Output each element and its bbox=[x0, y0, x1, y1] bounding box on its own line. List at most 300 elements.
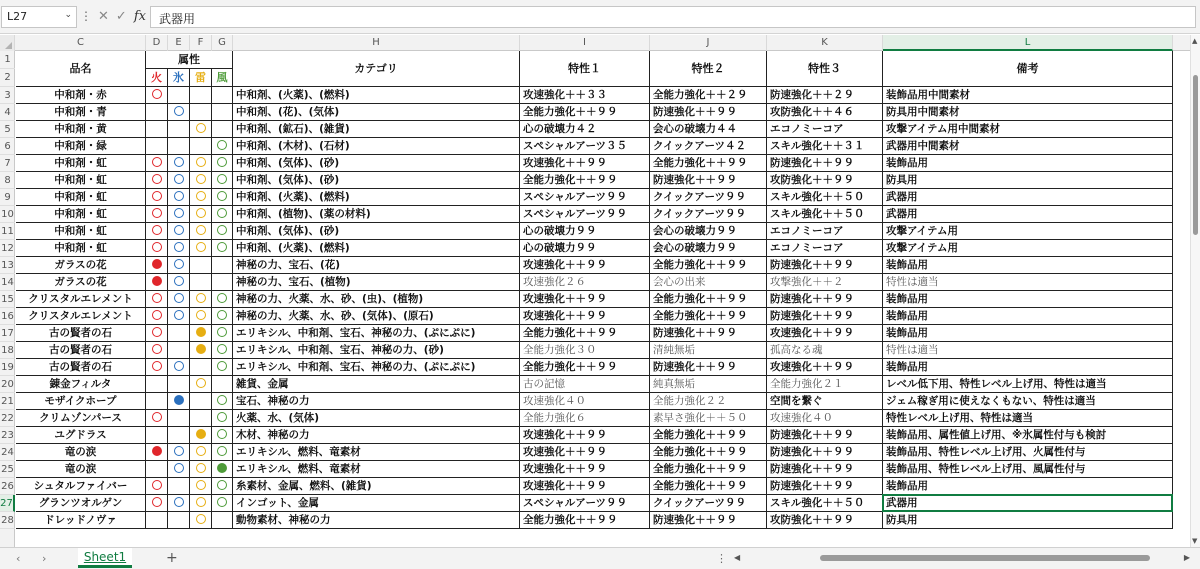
attr-ice-cell[interactable] bbox=[168, 308, 190, 325]
trait2-cell[interactable]: 防速強化＋＋９９ bbox=[650, 172, 767, 189]
category-cell[interactable]: 中和剤、(火薬)、(燃料) bbox=[233, 87, 520, 104]
attr-thunder-cell[interactable] bbox=[190, 206, 212, 223]
trait3-cell[interactable]: 孤高なる魂 bbox=[767, 342, 883, 359]
row-header-11[interactable]: 11 bbox=[0, 223, 15, 240]
column-header-l[interactable]: L bbox=[883, 35, 1173, 51]
trait3-cell[interactable]: 防速強化＋＋９９ bbox=[767, 308, 883, 325]
header-category[interactable]: カテゴリ bbox=[233, 51, 520, 87]
attr-fire-cell[interactable] bbox=[146, 87, 168, 104]
item-name[interactable]: 竜の涙 bbox=[16, 444, 146, 461]
attr-ice-cell[interactable] bbox=[168, 393, 190, 410]
note-cell[interactable]: 装飾品用 bbox=[883, 291, 1173, 308]
attr-thunder-cell[interactable] bbox=[190, 240, 212, 257]
note-cell[interactable]: ジェム稼ぎ用に使えなくもない、特性は適当 bbox=[883, 393, 1173, 410]
row-header-20[interactable]: 20 bbox=[0, 376, 15, 393]
item-name[interactable]: グランツオルゲン bbox=[16, 495, 146, 512]
attr-wind-cell[interactable] bbox=[212, 274, 233, 291]
row-header-7[interactable]: 7 bbox=[0, 155, 15, 172]
row-header-2[interactable]: 2 bbox=[0, 69, 15, 87]
note-cell[interactable]: 装飾品用、特性レベル上げ用、風属性付与 bbox=[883, 461, 1173, 478]
trait1-cell[interactable]: 攻速強化＋＋９９ bbox=[520, 461, 650, 478]
next-sheet-icon[interactable]: › bbox=[42, 552, 47, 565]
attr-ice-cell[interactable] bbox=[168, 410, 190, 427]
attr-fire-cell[interactable] bbox=[146, 410, 168, 427]
column-header-k[interactable]: K bbox=[767, 35, 883, 51]
attr-ice-cell[interactable] bbox=[168, 240, 190, 257]
attr-ice-cell[interactable] bbox=[168, 512, 190, 529]
note-cell[interactable]: 特性レベル上げ用、特性は適当 bbox=[883, 410, 1173, 427]
trait3-cell[interactable]: エコノミーコア bbox=[767, 121, 883, 138]
header-trait3[interactable]: 特性３ bbox=[767, 51, 883, 87]
trait1-cell[interactable]: 攻速強化＋＋９９ bbox=[520, 308, 650, 325]
row-header-10[interactable]: 10 bbox=[0, 206, 15, 223]
item-name[interactable]: クリスタルエレメント bbox=[16, 291, 146, 308]
attr-fire-cell[interactable] bbox=[146, 427, 168, 444]
note-cell[interactable]: 装飾品用 bbox=[883, 478, 1173, 495]
attr-fire-cell[interactable] bbox=[146, 461, 168, 478]
row-header-14[interactable]: 14 bbox=[0, 274, 15, 291]
attr-fire-cell[interactable] bbox=[146, 444, 168, 461]
trait1-cell[interactable]: 攻速強化４０ bbox=[520, 393, 650, 410]
category-cell[interactable]: 中和剤、(気体)、(砂) bbox=[233, 172, 520, 189]
category-cell[interactable]: 神秘の力、宝石、(花) bbox=[233, 257, 520, 274]
item-name[interactable]: 中和剤・黄 bbox=[16, 121, 146, 138]
attr-fire-cell[interactable] bbox=[146, 104, 168, 121]
trait2-cell[interactable]: 全能力強化＋＋９９ bbox=[650, 291, 767, 308]
attr-thunder-cell[interactable] bbox=[190, 410, 212, 427]
trait1-cell[interactable]: 攻速強化＋＋３３ bbox=[520, 87, 650, 104]
trait3-cell[interactable]: 防速強化＋＋９９ bbox=[767, 155, 883, 172]
attr-wind-cell[interactable] bbox=[212, 393, 233, 410]
attr-fire-cell[interactable] bbox=[146, 393, 168, 410]
attr-fire-cell[interactable] bbox=[146, 138, 168, 155]
category-cell[interactable]: 糸素材、金属、燃料、(雑貨) bbox=[233, 478, 520, 495]
name-box[interactable] bbox=[1, 6, 77, 28]
trait2-cell[interactable]: 素早さ強化＋＋５０ bbox=[650, 410, 767, 427]
trait2-cell[interactable]: 会心の破壊力９９ bbox=[650, 240, 767, 257]
trait2-cell[interactable]: クイックアーツ４２ bbox=[650, 138, 767, 155]
trait3-cell[interactable]: 攻速強化４０ bbox=[767, 410, 883, 427]
trait3-cell[interactable]: 攻防強化＋＋９９ bbox=[767, 172, 883, 189]
attr-thunder-cell[interactable] bbox=[190, 325, 212, 342]
attr-thunder-cell[interactable] bbox=[190, 461, 212, 478]
horizontal-scrollbar[interactable] bbox=[732, 554, 1190, 563]
note-cell[interactable]: 装飾品用、属性値上げ用、※氷属性付与も検討 bbox=[883, 427, 1173, 444]
attr-fire-cell[interactable] bbox=[146, 257, 168, 274]
note-cell[interactable]: 装飾品用 bbox=[883, 257, 1173, 274]
attr-fire-cell[interactable] bbox=[146, 376, 168, 393]
attr-ice-cell[interactable] bbox=[168, 87, 190, 104]
item-name[interactable]: 中和剤・虹 bbox=[16, 155, 146, 172]
row-header-8[interactable]: 8 bbox=[0, 172, 15, 189]
attr-wind-cell[interactable] bbox=[212, 257, 233, 274]
trait1-cell[interactable]: 全能力強化＋＋９９ bbox=[520, 104, 650, 121]
row-header-24[interactable]: 24 bbox=[0, 444, 15, 461]
row-header-3[interactable]: 3 bbox=[0, 87, 15, 104]
attr-thunder-cell[interactable] bbox=[190, 291, 212, 308]
scroll-right-icon[interactable]: ▶ bbox=[1183, 553, 1190, 562]
header-ice[interactable]: 氷 bbox=[168, 69, 190, 87]
category-cell[interactable]: 中和剤、(気体)、(砂) bbox=[233, 223, 520, 240]
attr-wind-cell[interactable] bbox=[212, 138, 233, 155]
header-note[interactable]: 備考 bbox=[883, 51, 1173, 87]
attr-ice-cell[interactable] bbox=[168, 427, 190, 444]
trait3-cell[interactable]: エコノミーコア bbox=[767, 223, 883, 240]
column-header-i[interactable]: I bbox=[520, 35, 650, 51]
trait3-cell[interactable]: 防速強化＋＋９９ bbox=[767, 444, 883, 461]
attr-thunder-cell[interactable] bbox=[190, 393, 212, 410]
attr-ice-cell[interactable] bbox=[168, 325, 190, 342]
prev-sheet-icon[interactable]: ‹ bbox=[16, 552, 21, 565]
trait3-cell[interactable]: 攻防強化＋＋４６ bbox=[767, 104, 883, 121]
attr-fire-cell[interactable] bbox=[146, 325, 168, 342]
attr-thunder-cell[interactable] bbox=[190, 342, 212, 359]
chevron-down-icon[interactable]: ⌄ bbox=[64, 10, 72, 20]
cell-area[interactable] bbox=[16, 51, 1190, 547]
category-cell[interactable]: 火薬、水、(気体) bbox=[233, 410, 520, 427]
vertical-scrollbar[interactable] bbox=[1190, 35, 1200, 547]
attr-fire-cell[interactable] bbox=[146, 359, 168, 376]
attr-wind-cell[interactable] bbox=[212, 359, 233, 376]
header-wind[interactable]: 風 bbox=[212, 69, 233, 87]
note-cell[interactable]: 装飾品用 bbox=[883, 155, 1173, 172]
attr-fire-cell[interactable] bbox=[146, 308, 168, 325]
category-cell[interactable]: 神秘の力、火薬、水、砂、(気体)、(原石) bbox=[233, 308, 520, 325]
header-thunder[interactable]: 雷 bbox=[190, 69, 212, 87]
note-cell[interactable]: 防具用 bbox=[883, 512, 1173, 529]
attr-ice-cell[interactable] bbox=[168, 291, 190, 308]
trait2-cell[interactable]: 防速強化＋＋９９ bbox=[650, 359, 767, 376]
attr-ice-cell[interactable] bbox=[168, 495, 190, 512]
trait3-cell[interactable]: 空間を繋ぐ bbox=[767, 393, 883, 410]
scroll-left-icon[interactable]: ◀ bbox=[734, 553, 741, 562]
attr-thunder-cell[interactable] bbox=[190, 512, 212, 529]
scroll-up-icon[interactable]: ▲ bbox=[1192, 37, 1198, 45]
trait3-cell[interactable]: スキル強化＋＋５０ bbox=[767, 206, 883, 223]
trait1-cell[interactable]: 全能力強化＋＋９９ bbox=[520, 359, 650, 376]
trait2-cell[interactable]: 全能力強化２２ bbox=[650, 393, 767, 410]
attr-wind-cell[interactable] bbox=[212, 155, 233, 172]
attr-thunder-cell[interactable] bbox=[190, 87, 212, 104]
attr-fire-cell[interactable] bbox=[146, 206, 168, 223]
item-name[interactable]: 中和剤・虹 bbox=[16, 189, 146, 206]
category-cell[interactable]: インゴット、金属 bbox=[233, 495, 520, 512]
row-header-18[interactable]: 18 bbox=[0, 342, 15, 359]
row-header-21[interactable]: 21 bbox=[0, 393, 15, 410]
attr-thunder-cell[interactable] bbox=[190, 257, 212, 274]
trait3-cell[interactable]: 防速強化＋＋９９ bbox=[767, 427, 883, 444]
vertical-scroll-thumb[interactable] bbox=[1193, 75, 1198, 235]
trait1-cell[interactable]: 攻速強化＋＋９９ bbox=[520, 257, 650, 274]
trait1-cell[interactable]: 全能力強化３０ bbox=[520, 342, 650, 359]
sheet-tab-sheet1[interactable]: Sheet1 bbox=[78, 548, 132, 568]
category-cell[interactable]: 宝石、神秘の力 bbox=[233, 393, 520, 410]
attr-wind-cell[interactable] bbox=[212, 291, 233, 308]
attr-fire-cell[interactable] bbox=[146, 291, 168, 308]
attr-thunder-cell[interactable] bbox=[190, 427, 212, 444]
attr-fire-cell[interactable] bbox=[146, 512, 168, 529]
item-name[interactable]: 竜の涙 bbox=[16, 461, 146, 478]
column-header-d[interactable]: D bbox=[146, 35, 168, 51]
attr-fire-cell[interactable] bbox=[146, 274, 168, 291]
attr-ice-cell[interactable] bbox=[168, 478, 190, 495]
category-cell[interactable]: 中和剤、(花)、(気体) bbox=[233, 104, 520, 121]
item-name[interactable]: モザイクホープ bbox=[16, 393, 146, 410]
trait3-cell[interactable]: 防速強化＋＋９９ bbox=[767, 291, 883, 308]
item-name[interactable]: ドレッドノヴァ bbox=[16, 512, 146, 529]
attr-wind-cell[interactable] bbox=[212, 410, 233, 427]
trait3-cell[interactable]: 防速強化＋＋２９ bbox=[767, 87, 883, 104]
category-cell[interactable]: エリキシル、中和剤、宝石、神秘の力、(ぷにぷに) bbox=[233, 359, 520, 376]
item-name[interactable]: クリスタルエレメント bbox=[16, 308, 146, 325]
attr-fire-cell[interactable] bbox=[146, 478, 168, 495]
trait1-cell[interactable]: 全能力強化＋＋９９ bbox=[520, 172, 650, 189]
attr-ice-cell[interactable] bbox=[168, 359, 190, 376]
column-header-j[interactable]: J bbox=[650, 35, 767, 51]
formula-input[interactable]: 武器用 bbox=[150, 6, 1196, 28]
attr-wind-cell[interactable] bbox=[212, 189, 233, 206]
item-name[interactable]: 古の賢者の石 bbox=[16, 342, 146, 359]
column-header-f[interactable]: F bbox=[190, 35, 212, 51]
attr-fire-cell[interactable] bbox=[146, 121, 168, 138]
cancel-icon[interactable]: ✕ bbox=[98, 9, 109, 24]
scroll-down-icon[interactable]: ▼ bbox=[1192, 537, 1198, 545]
row-header-1[interactable]: 1 bbox=[0, 51, 15, 69]
note-cell[interactable]: 武器用中間素材 bbox=[883, 138, 1173, 155]
attr-wind-cell[interactable] bbox=[212, 495, 233, 512]
attr-wind-cell[interactable] bbox=[212, 223, 233, 240]
item-name[interactable]: クリムゾンパース bbox=[16, 410, 146, 427]
attr-ice-cell[interactable] bbox=[168, 155, 190, 172]
item-name[interactable]: 古の賢者の石 bbox=[16, 325, 146, 342]
category-cell[interactable]: 中和剤、(火薬)、(燃料) bbox=[233, 189, 520, 206]
trait2-cell[interactable]: 全能力強化＋＋９９ bbox=[650, 427, 767, 444]
attr-fire-cell[interactable] bbox=[146, 172, 168, 189]
attr-ice-cell[interactable] bbox=[168, 138, 190, 155]
trait2-cell[interactable]: 会心の出来 bbox=[650, 274, 767, 291]
category-cell[interactable]: 神秘の力、火薬、水、砂、(虫)、(植物) bbox=[233, 291, 520, 308]
trait2-cell[interactable]: 全能力強化＋＋９９ bbox=[650, 478, 767, 495]
attr-ice-cell[interactable] bbox=[168, 461, 190, 478]
trait3-cell[interactable]: 防速強化＋＋９９ bbox=[767, 478, 883, 495]
horizontal-scroll-thumb[interactable] bbox=[820, 555, 1150, 561]
trait1-cell[interactable]: 攻速強化＋＋９９ bbox=[520, 478, 650, 495]
attr-wind-cell[interactable] bbox=[212, 512, 233, 529]
category-cell[interactable]: 動物素材、神秘の力 bbox=[233, 512, 520, 529]
trait3-cell[interactable]: 攻速強化＋＋９９ bbox=[767, 359, 883, 376]
note-cell[interactable]: 攻撃アイテム用 bbox=[883, 240, 1173, 257]
attr-ice-cell[interactable] bbox=[168, 189, 190, 206]
attr-thunder-cell[interactable] bbox=[190, 189, 212, 206]
trait1-cell[interactable]: スペシャルアーツ３５ bbox=[520, 138, 650, 155]
row-header-9[interactable]: 9 bbox=[0, 189, 15, 206]
attr-thunder-cell[interactable] bbox=[190, 172, 212, 189]
note-cell[interactable]: 装飾品用 bbox=[883, 325, 1173, 342]
note-cell[interactable]: 武器用 bbox=[883, 189, 1173, 206]
function-icon[interactable]: fx bbox=[133, 9, 146, 24]
trait3-cell[interactable]: 攻防強化＋＋９９ bbox=[767, 512, 883, 529]
attr-ice-cell[interactable] bbox=[168, 223, 190, 240]
category-cell[interactable]: 雑貨、金属 bbox=[233, 376, 520, 393]
trait1-cell[interactable]: 心の破壊力９９ bbox=[520, 223, 650, 240]
attr-wind-cell[interactable] bbox=[212, 104, 233, 121]
trait1-cell[interactable]: 全能力強化＋＋９９ bbox=[520, 325, 650, 342]
header-trait2[interactable]: 特性２ bbox=[650, 51, 767, 87]
attr-ice-cell[interactable] bbox=[168, 376, 190, 393]
note-cell[interactable]: 装飾品用、特性レベル上げ用、火属性付与 bbox=[883, 444, 1173, 461]
trait2-cell[interactable]: 全能力強化＋＋９９ bbox=[650, 155, 767, 172]
note-cell[interactable]: 装飾品用 bbox=[883, 359, 1173, 376]
item-name[interactable]: 古の賢者の石 bbox=[16, 359, 146, 376]
category-cell[interactable]: 神秘の力、宝石、(植物) bbox=[233, 274, 520, 291]
item-name[interactable]: 中和剤・虹 bbox=[16, 240, 146, 257]
category-cell[interactable]: エリキシル、燃料、竜素材 bbox=[233, 461, 520, 478]
attr-thunder-cell[interactable] bbox=[190, 274, 212, 291]
header-attribute[interactable]: 属性 bbox=[146, 51, 233, 69]
more-options-icon[interactable]: ⋮ bbox=[80, 9, 92, 23]
attr-thunder-cell[interactable] bbox=[190, 478, 212, 495]
column-header-e[interactable]: E bbox=[168, 35, 190, 51]
attr-fire-cell[interactable] bbox=[146, 495, 168, 512]
trait2-cell[interactable]: 防速強化＋＋９９ bbox=[650, 104, 767, 121]
column-header-g[interactable]: G bbox=[212, 35, 233, 51]
attr-thunder-cell[interactable] bbox=[190, 495, 212, 512]
attr-thunder-cell[interactable] bbox=[190, 104, 212, 121]
row-header-25[interactable]: 25 bbox=[0, 461, 15, 478]
trait1-cell[interactable]: 全能力強化＋＋９９ bbox=[520, 512, 650, 529]
attr-thunder-cell[interactable] bbox=[190, 359, 212, 376]
attr-thunder-cell[interactable] bbox=[190, 308, 212, 325]
trait1-cell[interactable]: 攻速強化２６ bbox=[520, 274, 650, 291]
attr-thunder-cell[interactable] bbox=[190, 444, 212, 461]
attr-thunder-cell[interactable] bbox=[190, 155, 212, 172]
header-trait1[interactable]: 特性１ bbox=[520, 51, 650, 87]
trait1-cell[interactable]: 全能力強化６ bbox=[520, 410, 650, 427]
column-header-c[interactable]: C bbox=[16, 35, 146, 51]
attr-wind-cell[interactable] bbox=[212, 478, 233, 495]
attr-ice-cell[interactable] bbox=[168, 104, 190, 121]
item-name[interactable]: 中和剤・緑 bbox=[16, 138, 146, 155]
item-name[interactable]: ガラスの花 bbox=[16, 257, 146, 274]
row-header-4[interactable]: 4 bbox=[0, 104, 15, 121]
attr-fire-cell[interactable] bbox=[146, 189, 168, 206]
trait2-cell[interactable]: クイックアーツ９９ bbox=[650, 189, 767, 206]
row-header-16[interactable]: 16 bbox=[0, 308, 15, 325]
attr-ice-cell[interactable] bbox=[168, 274, 190, 291]
attr-ice-cell[interactable] bbox=[168, 444, 190, 461]
row-header-15[interactable]: 15 bbox=[0, 291, 15, 308]
attr-wind-cell[interactable] bbox=[212, 376, 233, 393]
category-cell[interactable]: 中和剤、(植物)、(薬の材料) bbox=[233, 206, 520, 223]
item-name[interactable]: 中和剤・青 bbox=[16, 104, 146, 121]
category-cell[interactable]: エリキシル、燃料、竜素材 bbox=[233, 444, 520, 461]
attr-thunder-cell[interactable] bbox=[190, 138, 212, 155]
note-cell[interactable]: 武器用 bbox=[883, 495, 1173, 512]
trait3-cell[interactable]: 防速強化＋＋９９ bbox=[767, 257, 883, 274]
trait3-cell[interactable]: エコノミーコア bbox=[767, 240, 883, 257]
category-cell[interactable]: エリキシル、中和剤、宝石、神秘の力、(砂) bbox=[233, 342, 520, 359]
item-name[interactable]: ユグドラス bbox=[16, 427, 146, 444]
item-name[interactable]: 中和剤・赤 bbox=[16, 87, 146, 104]
trait1-cell[interactable]: 古の記憶 bbox=[520, 376, 650, 393]
row-header-13[interactable]: 13 bbox=[0, 257, 15, 274]
trait1-cell[interactable]: 攻速強化＋＋９９ bbox=[520, 427, 650, 444]
header-fire[interactable]: 火 bbox=[146, 69, 168, 87]
category-cell[interactable]: エリキシル、中和剤、宝石、神秘の力、(ぷにぷに) bbox=[233, 325, 520, 342]
attr-thunder-cell[interactable] bbox=[190, 376, 212, 393]
row-header-26[interactable]: 26 bbox=[0, 478, 15, 495]
note-cell[interactable]: 防具用 bbox=[883, 172, 1173, 189]
attr-fire-cell[interactable] bbox=[146, 155, 168, 172]
trait1-cell[interactable]: 攻速強化＋＋９９ bbox=[520, 291, 650, 308]
trait1-cell[interactable]: 心の破壊力９９ bbox=[520, 240, 650, 257]
attr-ice-cell[interactable] bbox=[168, 206, 190, 223]
row-header-12[interactable]: 12 bbox=[0, 240, 15, 257]
trait3-cell[interactable]: 攻速強化＋＋９９ bbox=[767, 325, 883, 342]
trait2-cell[interactable]: 清純無垢 bbox=[650, 342, 767, 359]
trait2-cell[interactable]: クイックアーツ９９ bbox=[650, 206, 767, 223]
item-name[interactable]: シュタルファイバー bbox=[16, 478, 146, 495]
trait2-cell[interactable]: 防速強化＋＋９９ bbox=[650, 325, 767, 342]
trait1-cell[interactable]: 攻速強化＋＋９９ bbox=[520, 155, 650, 172]
trait1-cell[interactable]: スペシャルアーツ９９ bbox=[520, 206, 650, 223]
note-cell[interactable]: 攻撃アイテム用中間素材 bbox=[883, 121, 1173, 138]
row-header-5[interactable]: 5 bbox=[0, 121, 15, 138]
note-cell[interactable]: 攻撃アイテム用 bbox=[883, 223, 1173, 240]
trait2-cell[interactable]: 全能力強化＋＋９９ bbox=[650, 257, 767, 274]
attr-wind-cell[interactable] bbox=[212, 121, 233, 138]
trait2-cell[interactable]: 全能力強化＋＋９９ bbox=[650, 308, 767, 325]
row-header-27[interactable]: 27 bbox=[0, 495, 15, 512]
trait3-cell[interactable]: 攻撃強化＋＋２ bbox=[767, 274, 883, 291]
note-cell[interactable]: 装飾品用 bbox=[883, 308, 1173, 325]
category-cell[interactable]: 中和剤、(火薬)、(燃料) bbox=[233, 240, 520, 257]
item-name[interactable]: 中和剤・虹 bbox=[16, 172, 146, 189]
row-header-19[interactable]: 19 bbox=[0, 359, 15, 376]
attr-fire-cell[interactable] bbox=[146, 342, 168, 359]
row-header-22[interactable]: 22 bbox=[0, 410, 15, 427]
attr-fire-cell[interactable] bbox=[146, 223, 168, 240]
row-header-17[interactable]: 17 bbox=[0, 325, 15, 342]
trait2-cell[interactable]: 全能力強化＋＋９９ bbox=[650, 444, 767, 461]
attr-thunder-cell[interactable] bbox=[190, 121, 212, 138]
category-cell[interactable]: 中和剤、(木材)、(石材) bbox=[233, 138, 520, 155]
note-cell[interactable]: 特性は適当 bbox=[883, 274, 1173, 291]
enter-icon[interactable]: ✓ bbox=[115, 9, 127, 24]
more-options-icon[interactable]: ⋮ bbox=[716, 552, 727, 565]
category-cell[interactable]: 中和剤、(気体)、(砂) bbox=[233, 155, 520, 172]
item-name[interactable]: 中和剤・虹 bbox=[16, 223, 146, 240]
add-sheet-button[interactable]: + bbox=[166, 550, 178, 566]
trait2-cell[interactable]: 会心の破壊力４４ bbox=[650, 121, 767, 138]
note-cell[interactable]: 装飾品用中間素材 bbox=[883, 87, 1173, 104]
item-name[interactable]: 中和剤・虹 bbox=[16, 206, 146, 223]
trait2-cell[interactable]: 純真無垢 bbox=[650, 376, 767, 393]
note-cell[interactable]: 武器用 bbox=[883, 206, 1173, 223]
attr-wind-cell[interactable] bbox=[212, 240, 233, 257]
attr-wind-cell[interactable] bbox=[212, 325, 233, 342]
trait1-cell[interactable]: スペシャルアーツ９９ bbox=[520, 189, 650, 206]
attr-wind-cell[interactable] bbox=[212, 308, 233, 325]
note-cell[interactable]: 防具用中間素材 bbox=[883, 104, 1173, 121]
trait2-cell[interactable]: クイックアーツ９９ bbox=[650, 495, 767, 512]
attr-wind-cell[interactable] bbox=[212, 461, 233, 478]
attr-wind-cell[interactable] bbox=[212, 206, 233, 223]
attr-thunder-cell[interactable] bbox=[190, 223, 212, 240]
trait2-cell[interactable]: 全能力強化＋＋９９ bbox=[650, 461, 767, 478]
category-cell[interactable]: 木材、神秘の力 bbox=[233, 427, 520, 444]
trait3-cell[interactable]: 防速強化＋＋９９ bbox=[767, 461, 883, 478]
